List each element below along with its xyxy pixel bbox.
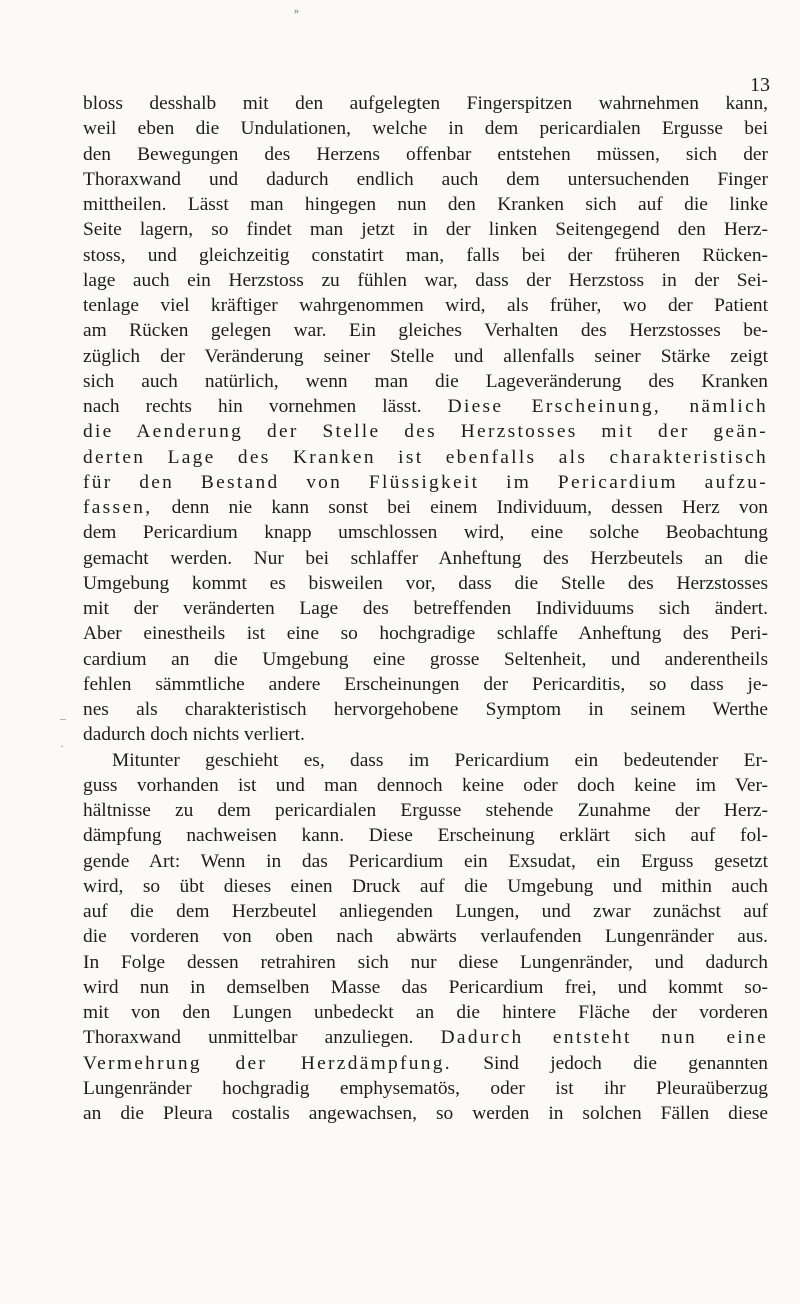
text-line-23: cardium an die Umgebung eine grosse Seltenheit, und anderentheils <box>83 648 768 670</box>
text-line-17-normal: denn nie kann sonst bei einem Individuum, dessen Herz von <box>171 497 768 518</box>
text-line-24: fehlen sämmtliche andere Erscheinungen der Pericarditis, so dass je- <box>83 673 768 695</box>
text-line-17-spaced: fassen, <box>83 497 153 518</box>
text-line-37: mit von den Lungen unbedeckt an die hintere Fläche der vorderen <box>83 1002 768 1023</box>
text-line-28: guss vorhanden ist und man dennoch keine oder doch keine im Ver- <box>83 774 768 796</box>
text-line-12: sich auch natürlich, wenn man die Lageveränderung des Kranken <box>83 370 768 392</box>
text-line-1: bloss desshalb mit den aufgelegten Fingerspitzen wahrnehmen kann, <box>83 93 768 114</box>
text-line-13-spaced: Diese Erscheinung, nämlich <box>447 396 768 417</box>
text-line-20: Umgebung kommt es bisweilen vor, dass die Stelle des Herzstosses <box>83 572 768 594</box>
text-line-39-spaced: Vermehrung der Herzdämpfung. <box>83 1052 452 1074</box>
text-line-38-normal: Thoraxwand unmittelbar anzuliegen. <box>83 1027 414 1049</box>
left-margin-mark-2: · <box>60 739 64 753</box>
text-line-17 <box>83 495 768 520</box>
text-line-22: Aber einestheils ist eine so hochgradige schlaffe Anheftung des Peri- <box>83 623 768 645</box>
text-line-26: dadurch doch nichts verliert. <box>83 724 305 746</box>
text-line-27: Mitunter geschieht es, dass im Pericardium ein bedeutender Er- <box>112 749 768 771</box>
text-line-8: lage auch ein Herzstoss zu fühlen war, dass der Herzstoss in der Sei- <box>83 269 768 291</box>
page-number: 13 <box>750 74 770 96</box>
text-line-3: den Bewegungen des Herzens offenbar entstehen müssen, sich der <box>83 143 768 165</box>
text-line-9: tenlage viel kräftiger wahrgenommen wird, als früher, wo der Patient <box>83 295 768 316</box>
text-line-41: an die Pleura costalis angewachsen, so werden in solchen Fällen diese <box>83 1103 768 1124</box>
text-line-38-spaced: Dadurch entsteht nun eine <box>440 1027 768 1049</box>
text-line-34: die vorderen von oben nach abwärts verlaufenden Lungenränder aus. <box>83 926 768 948</box>
text-line-29: hältnisse zu dem pericardialen Ergusse stehende Zunahme der Herz- <box>83 800 768 821</box>
text-line-39 <box>83 1051 768 1076</box>
text-line-25: nes als charakteristisch hervorgehobene Symptom in seinem Werthe <box>83 699 768 720</box>
text-line-15-spaced: derten Lage des Kranken ist ebenfalls als charakteristisch <box>83 446 768 468</box>
text-line-5: mittheilen. Lässt man hingegen nun den Kranken sich auf die linke <box>83 194 768 215</box>
text-line-14-spaced: die Aenderung der Stelle des Herzstosses mit der geän- <box>83 421 768 443</box>
text-line-13 <box>83 394 768 419</box>
text-line-4: Thoraxwand und dadurch endlich auch dem untersuchenden Finger <box>83 168 768 190</box>
text-line-16-spaced: für den Bestand von Flüssigkeit im Pericardium aufzu- <box>83 471 768 493</box>
text-line-32: wird, so übt dieses einen Druck auf die Umgebung und mithin auch <box>83 875 768 897</box>
text-line-36: wird nun in demselben Masse das Pericardium frei, und kommt so- <box>83 976 768 998</box>
text-line-18: dem Pericardium knapp umschlossen wird, eine solche Beobachtung <box>83 522 768 544</box>
text-line-6: Seite lagern, so findet man jetzt in der linken Seitengegend den Herz- <box>83 219 768 241</box>
text-line-2: weil eben die Undulationen, welche in dem pericardialen Ergusse bei <box>83 118 768 140</box>
text-line-31: gende Art: Wenn in das Pericardium ein Exsudat, ein Erguss gesetzt <box>83 850 768 872</box>
text-line-19: gemacht werden. Nur bei schlaffer Anheftung des Herzbeutels an die <box>83 547 768 569</box>
text-line-40: Lungenränder hochgradig emphysematös, oder ist ihr Pleuraüberzug <box>83 1077 768 1099</box>
text-line-35: In Folge dessen retrahiren sich nur diese Lungenränder, und dadurch <box>83 951 768 973</box>
text-line-7: stoss, und gleichzeitig constatirt man, falls bei der früheren Rücken- <box>83 244 768 266</box>
left-margin-mark-1: – <box>60 711 66 725</box>
text-line-11: züglich der Veränderung seiner Stelle und allenfalls seiner Stärke zeigt <box>83 345 768 367</box>
text-line-13-normal: nach rechts hin vornehmen lässt. <box>83 396 422 417</box>
text-line-10: am Rücken gelegen war. Ein gleiches Verhalten des Herzstosses be- <box>83 320 768 342</box>
page-body-text <box>83 91 768 1126</box>
text-line-38 <box>83 1025 768 1050</box>
text-line-21: mit der veränderten Lage des betreffenden Individuums sich ändert. <box>83 598 768 619</box>
text-line-30: dämpfung nachweisen kann. Diese Erscheinung erklärt sich auf fol- <box>83 825 768 847</box>
text-line-33: auf die dem Herzbeutel anliegenden Lungen, und zwar zunächst auf <box>83 901 768 922</box>
text-line-39-normal: Sind jedoch die genannten <box>483 1052 768 1074</box>
top-margin-mark: » <box>294 6 299 17</box>
